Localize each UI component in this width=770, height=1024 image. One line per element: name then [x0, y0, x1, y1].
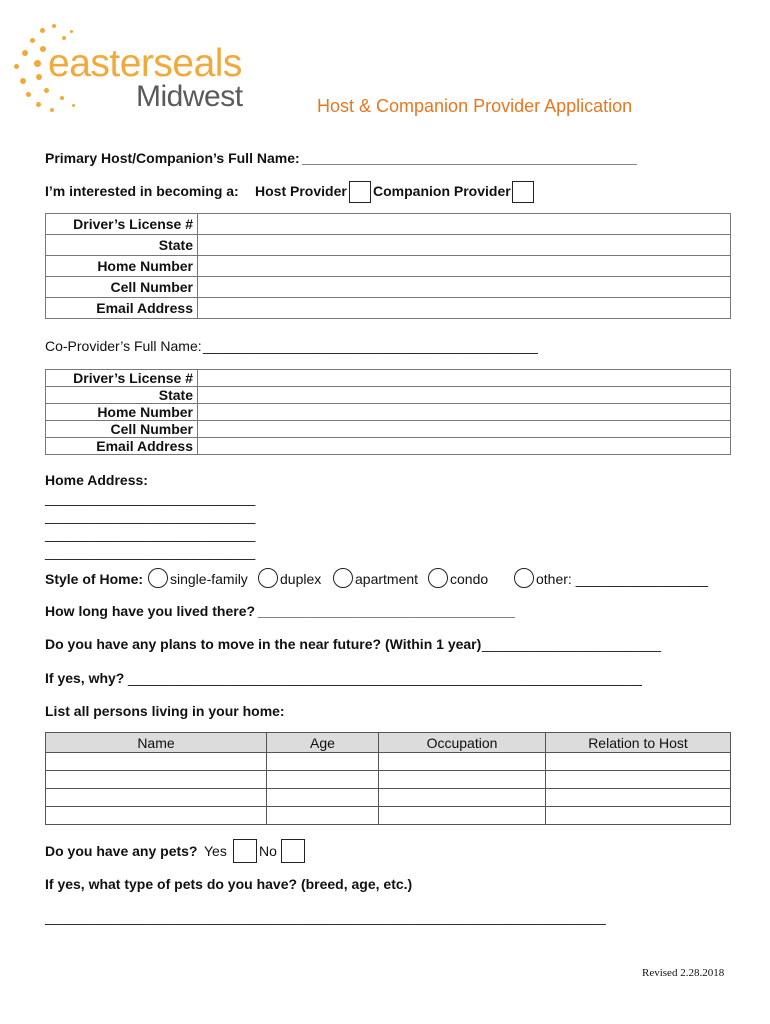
info-label: State — [46, 235, 198, 256]
single-family-radio[interactable] — [148, 568, 168, 588]
info-field[interactable] — [198, 404, 731, 421]
companion-provider-checkbox[interactable] — [512, 181, 534, 203]
if-yes-why-label: If yes, why? — [45, 670, 125, 686]
home-address-line[interactable]: ___________________________ — [45, 544, 256, 560]
info-label: State — [46, 387, 198, 404]
pet-type-field[interactable]: ________________________________________________________________________ — [45, 909, 606, 925]
logo-brand-text: easterseals — [48, 42, 242, 85]
page-title: Host & Companion Provider Application — [317, 96, 633, 116]
apartment-label: apartment — [355, 571, 419, 587]
table-cell[interactable] — [267, 771, 379, 789]
info-label: Cell Number — [46, 421, 198, 438]
table-cell[interactable] — [267, 789, 379, 807]
info-label: Driver’s License # — [46, 214, 198, 235]
table-cell[interactable] — [46, 807, 267, 825]
home-address-line[interactable]: ___________________________ — [45, 526, 256, 542]
pets-label: Do you have any pets? — [45, 843, 198, 859]
column-header-occupation: Occupation — [379, 733, 546, 753]
info-field[interactable] — [198, 421, 731, 438]
condo-radio[interactable] — [428, 568, 448, 588]
table-cell[interactable] — [379, 771, 546, 789]
companion-provider-label: Companion Provider — [373, 183, 511, 199]
info-field[interactable] — [198, 387, 731, 404]
pet-type-label: If yes, what type of pets do you have? (breed, age, etc.) — [45, 876, 413, 892]
duplex-label: duplex — [280, 571, 322, 587]
pets-yes-checkbox[interactable] — [233, 839, 257, 863]
info-field[interactable] — [198, 277, 731, 298]
single-family-label: single-family — [170, 571, 248, 587]
info-label: Cell Number — [46, 277, 198, 298]
plans-to-move-label: Do you have any plans to move in the near future? (Within 1 year) — [45, 636, 482, 652]
interest-label: I’m interested in becoming a: — [45, 183, 239, 199]
how-long-field[interactable]: _________________________________ — [258, 603, 515, 619]
info-field[interactable] — [198, 298, 731, 319]
info-label: Home Number — [46, 256, 198, 277]
persons-table — [45, 732, 731, 825]
column-header-relation: Relation to Host — [546, 733, 731, 753]
persons-label: List all persons living in your home: — [45, 703, 285, 719]
info-label: Email Address — [46, 438, 198, 455]
info-field[interactable] — [198, 214, 731, 235]
co-provider-label: Co-Provider’s Full Name: — [45, 338, 202, 354]
other-label[interactable]: other: _________________ — [536, 571, 709, 587]
condo-label: condo — [450, 571, 489, 587]
info-field[interactable] — [198, 438, 731, 455]
host-provider-checkbox[interactable] — [349, 181, 371, 203]
table-row — [46, 771, 731, 789]
how-long-label: How long have you lived there? — [45, 603, 256, 619]
table-cell[interactable] — [46, 753, 267, 771]
table-row — [46, 789, 731, 807]
table-cell[interactable] — [379, 789, 546, 807]
column-header-name: Name — [46, 733, 267, 753]
home-address-line[interactable]: ___________________________ — [45, 490, 256, 506]
if-yes-why-field[interactable]: __________________________________________________________________ — [128, 670, 642, 686]
co-provider-field[interactable]: ___________________________________________ — [203, 338, 538, 354]
table-cell[interactable] — [267, 807, 379, 825]
apartment-radio[interactable] — [333, 568, 353, 588]
primary-name-field[interactable]: ___________________________________________ — [302, 150, 637, 166]
plans-to-move-field[interactable]: _______________________ — [482, 636, 662, 652]
table-row — [46, 807, 731, 825]
table-cell[interactable] — [546, 807, 731, 825]
pets-yes-label: Yes — [204, 843, 227, 859]
table-cell[interactable] — [267, 753, 379, 771]
primary-info-table — [45, 213, 731, 319]
info-label: Driver’s License # — [46, 370, 198, 387]
table-cell[interactable] — [46, 789, 267, 807]
pets-no-label: No — [259, 843, 277, 859]
info-label: Email Address — [46, 298, 198, 319]
host-provider-label: Host Provider — [255, 183, 347, 199]
table-cell[interactable] — [379, 753, 546, 771]
home-address-line[interactable]: ___________________________ — [45, 508, 256, 524]
table-cell[interactable] — [379, 807, 546, 825]
info-label: Home Number — [46, 404, 198, 421]
duplex-radio[interactable] — [258, 568, 278, 588]
table-cell[interactable] — [546, 753, 731, 771]
primary-name-label: Primary Host/Companion’s Full Name: — [45, 150, 300, 166]
column-header-age: Age — [267, 733, 379, 753]
pets-no-checkbox[interactable] — [281, 839, 305, 863]
table-row — [46, 753, 731, 771]
info-field[interactable] — [198, 256, 731, 277]
home-address-label: Home Address: — [45, 472, 148, 488]
co-provider-info-table — [45, 369, 731, 455]
info-field[interactable] — [198, 235, 731, 256]
table-cell[interactable] — [46, 771, 267, 789]
revision-footer: Revised 2.28.2018 — [642, 967, 725, 979]
table-cell[interactable] — [546, 789, 731, 807]
other-radio[interactable] — [514, 568, 534, 588]
logo-region-text: Midwest — [136, 80, 243, 113]
info-field[interactable] — [198, 370, 731, 387]
style-of-home-label: Style of Home: — [45, 571, 144, 587]
table-cell[interactable] — [546, 771, 731, 789]
